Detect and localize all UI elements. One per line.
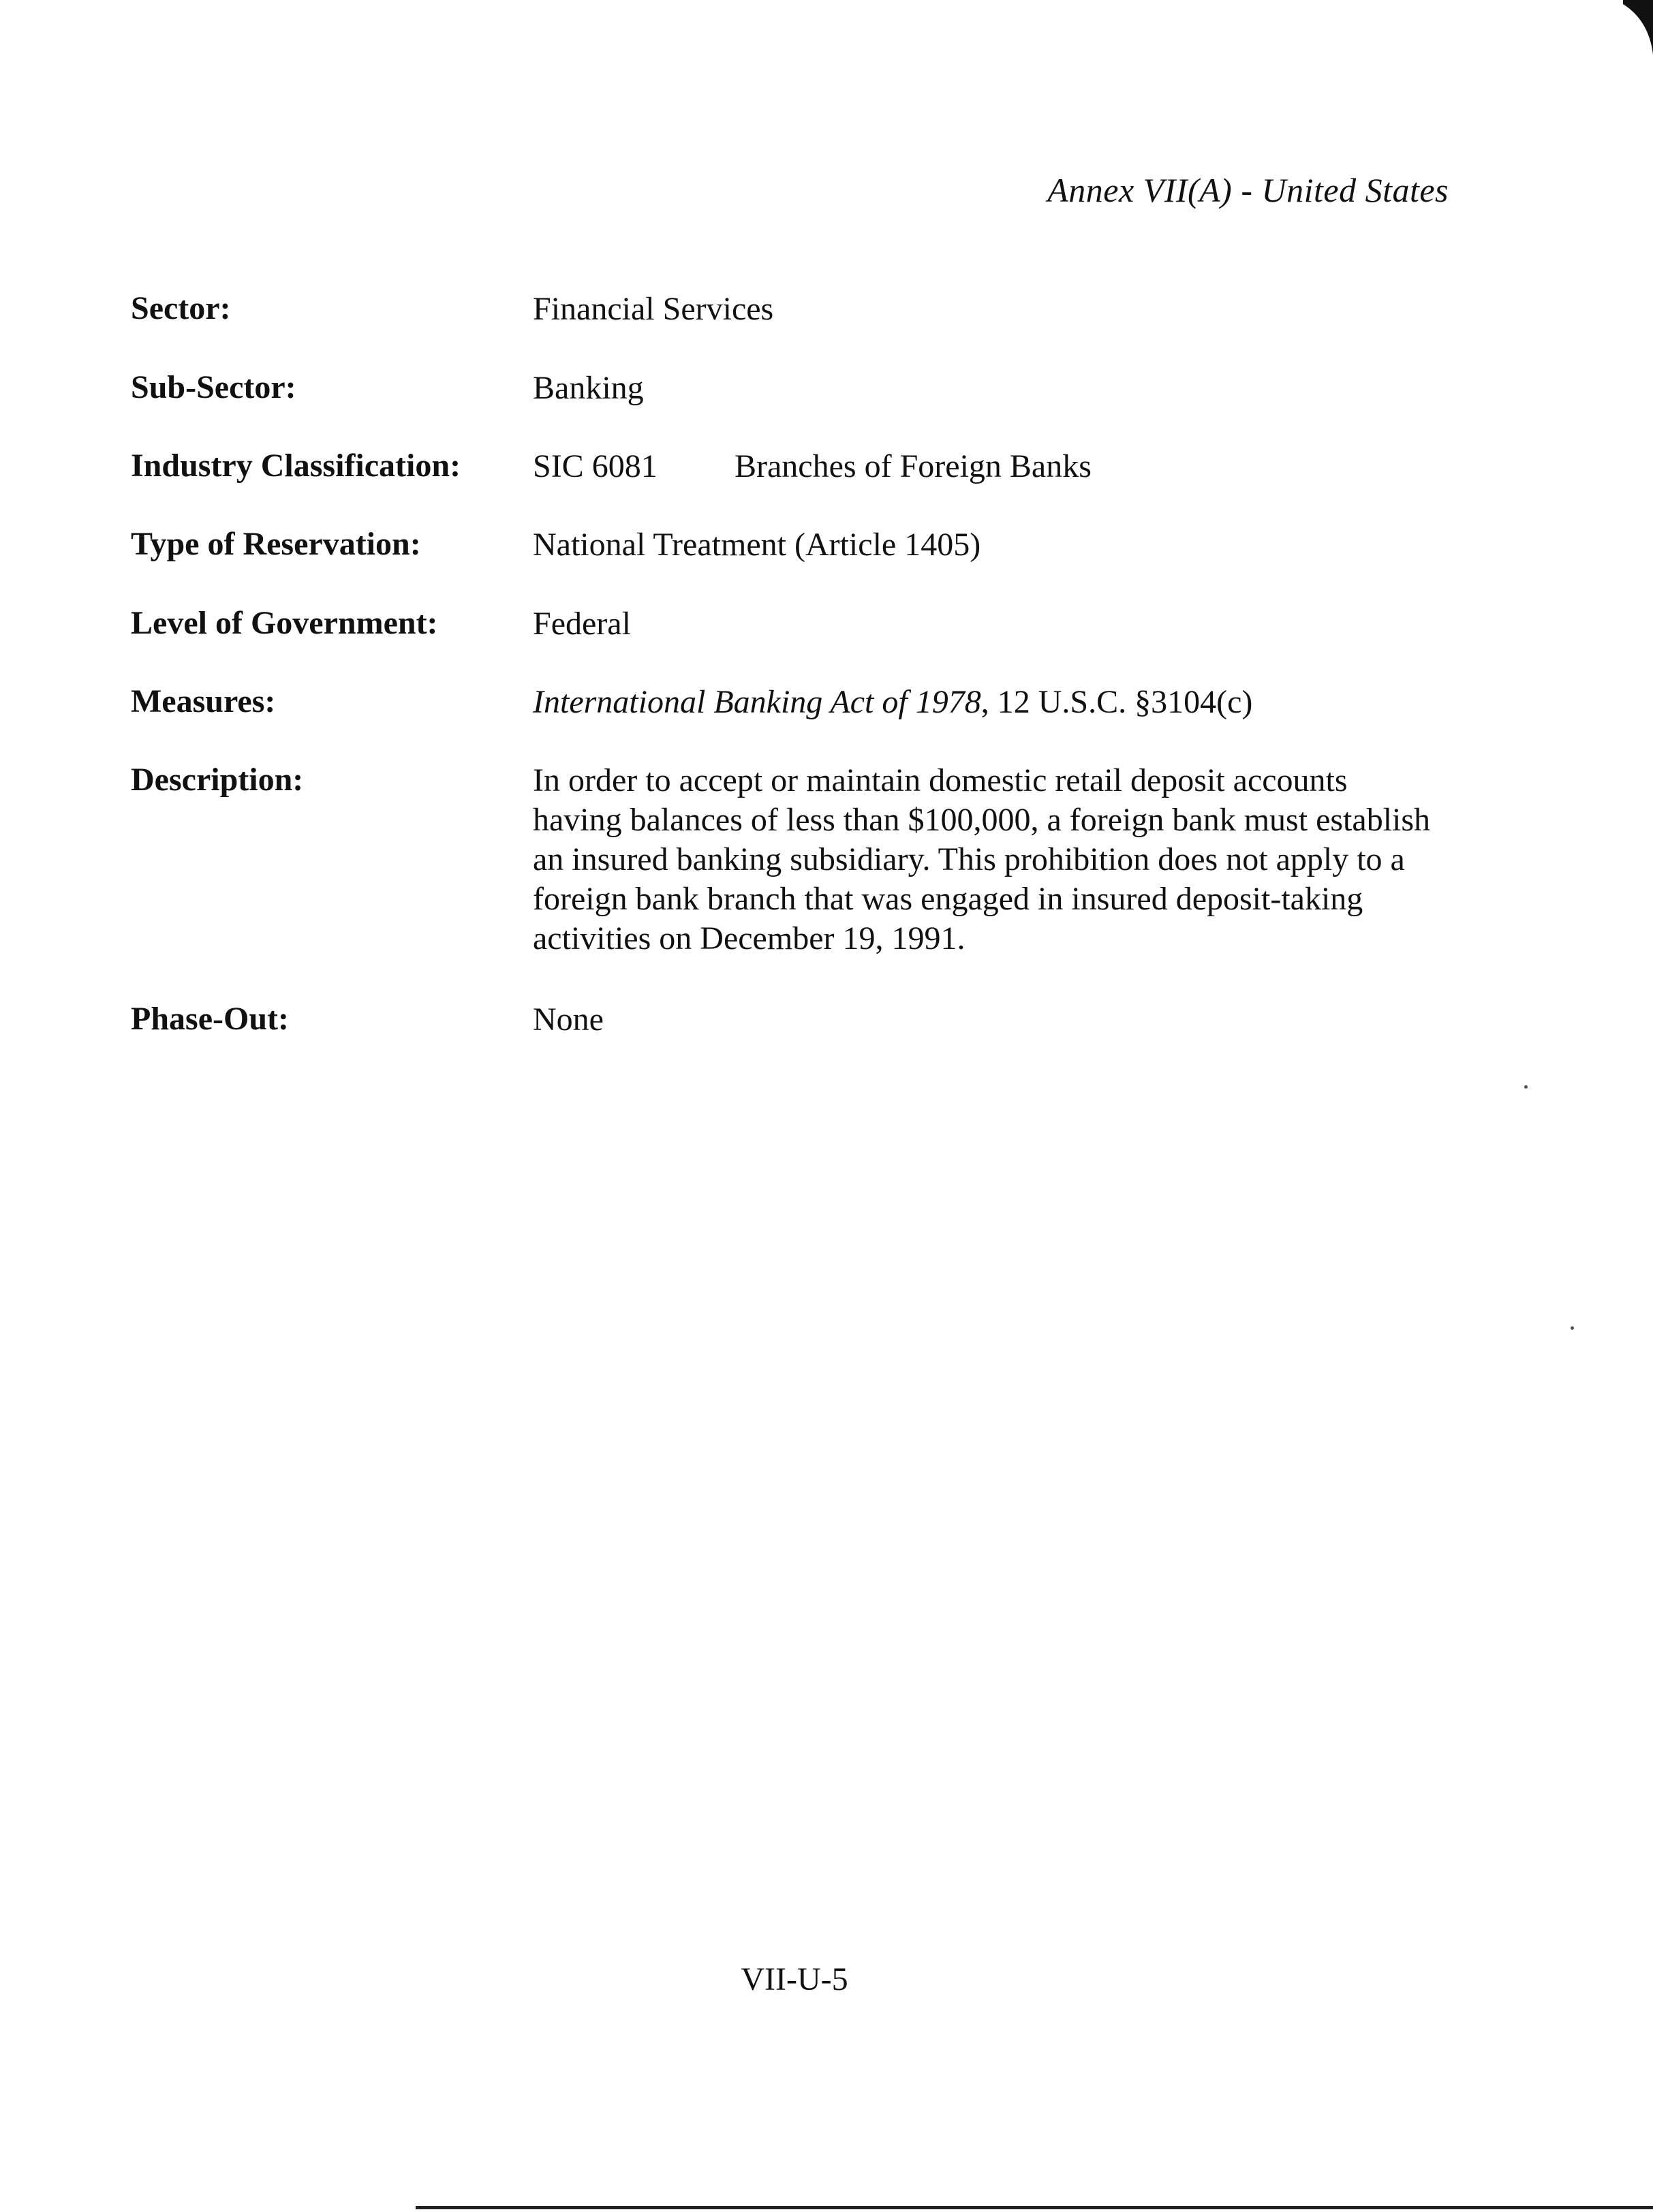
level-of-government-value: Federal — [533, 606, 631, 642]
sic-description: Branches of Foreign Banks — [735, 448, 1092, 484]
measures-label: Measures: — [131, 683, 276, 719]
scan-speck — [1571, 1326, 1574, 1330]
description-value — [533, 761, 1446, 959]
page-corner-mark — [1623, 0, 1653, 54]
measures-value — [533, 683, 1446, 722]
sub-sector-label: Sub-Sector: — [131, 369, 296, 405]
description-label: Description: — [131, 762, 304, 798]
description-text: In order to accept or maintain domestic retail deposit accounts having balances of less than $100,000, a foreign bank must establish an insured banking subsidiary. This prohibition does not apply to a foreign bank branch that was engaged in insured deposit-taking activities on December 19, 1991. — [533, 762, 1431, 956]
phase-out-label: Phase-Out: — [131, 1001, 289, 1037]
industry-classification-label: Industry Classification: — [131, 448, 461, 484]
page-number: VII-U-5 — [741, 1961, 848, 1997]
act-title: International Banking Act of 1978 — [533, 684, 981, 720]
type-of-reservation-value: National Treatment (Article 1405) — [533, 527, 981, 563]
sub-sector-value: Banking — [533, 370, 644, 406]
annex-header: Annex VII(A) - United States — [1047, 171, 1449, 209]
sic-code: SIC 6081 — [533, 448, 658, 484]
act-citation: , 12 U.S.C. §3104(c) — [980, 684, 1253, 720]
industry-classification-value — [533, 447, 1446, 486]
sector-label: Sector: — [131, 290, 231, 326]
phase-out-value: None — [533, 1001, 604, 1038]
type-of-reservation-label: Type of Reservation: — [131, 526, 421, 562]
sector-value: Financial Services — [533, 291, 774, 327]
level-of-government-label: Level of Government: — [131, 605, 438, 641]
bottom-edge-rule — [416, 2206, 1653, 2209]
page-footer — [0, 1961, 1653, 1998]
scan-speck — [1524, 1085, 1528, 1089]
